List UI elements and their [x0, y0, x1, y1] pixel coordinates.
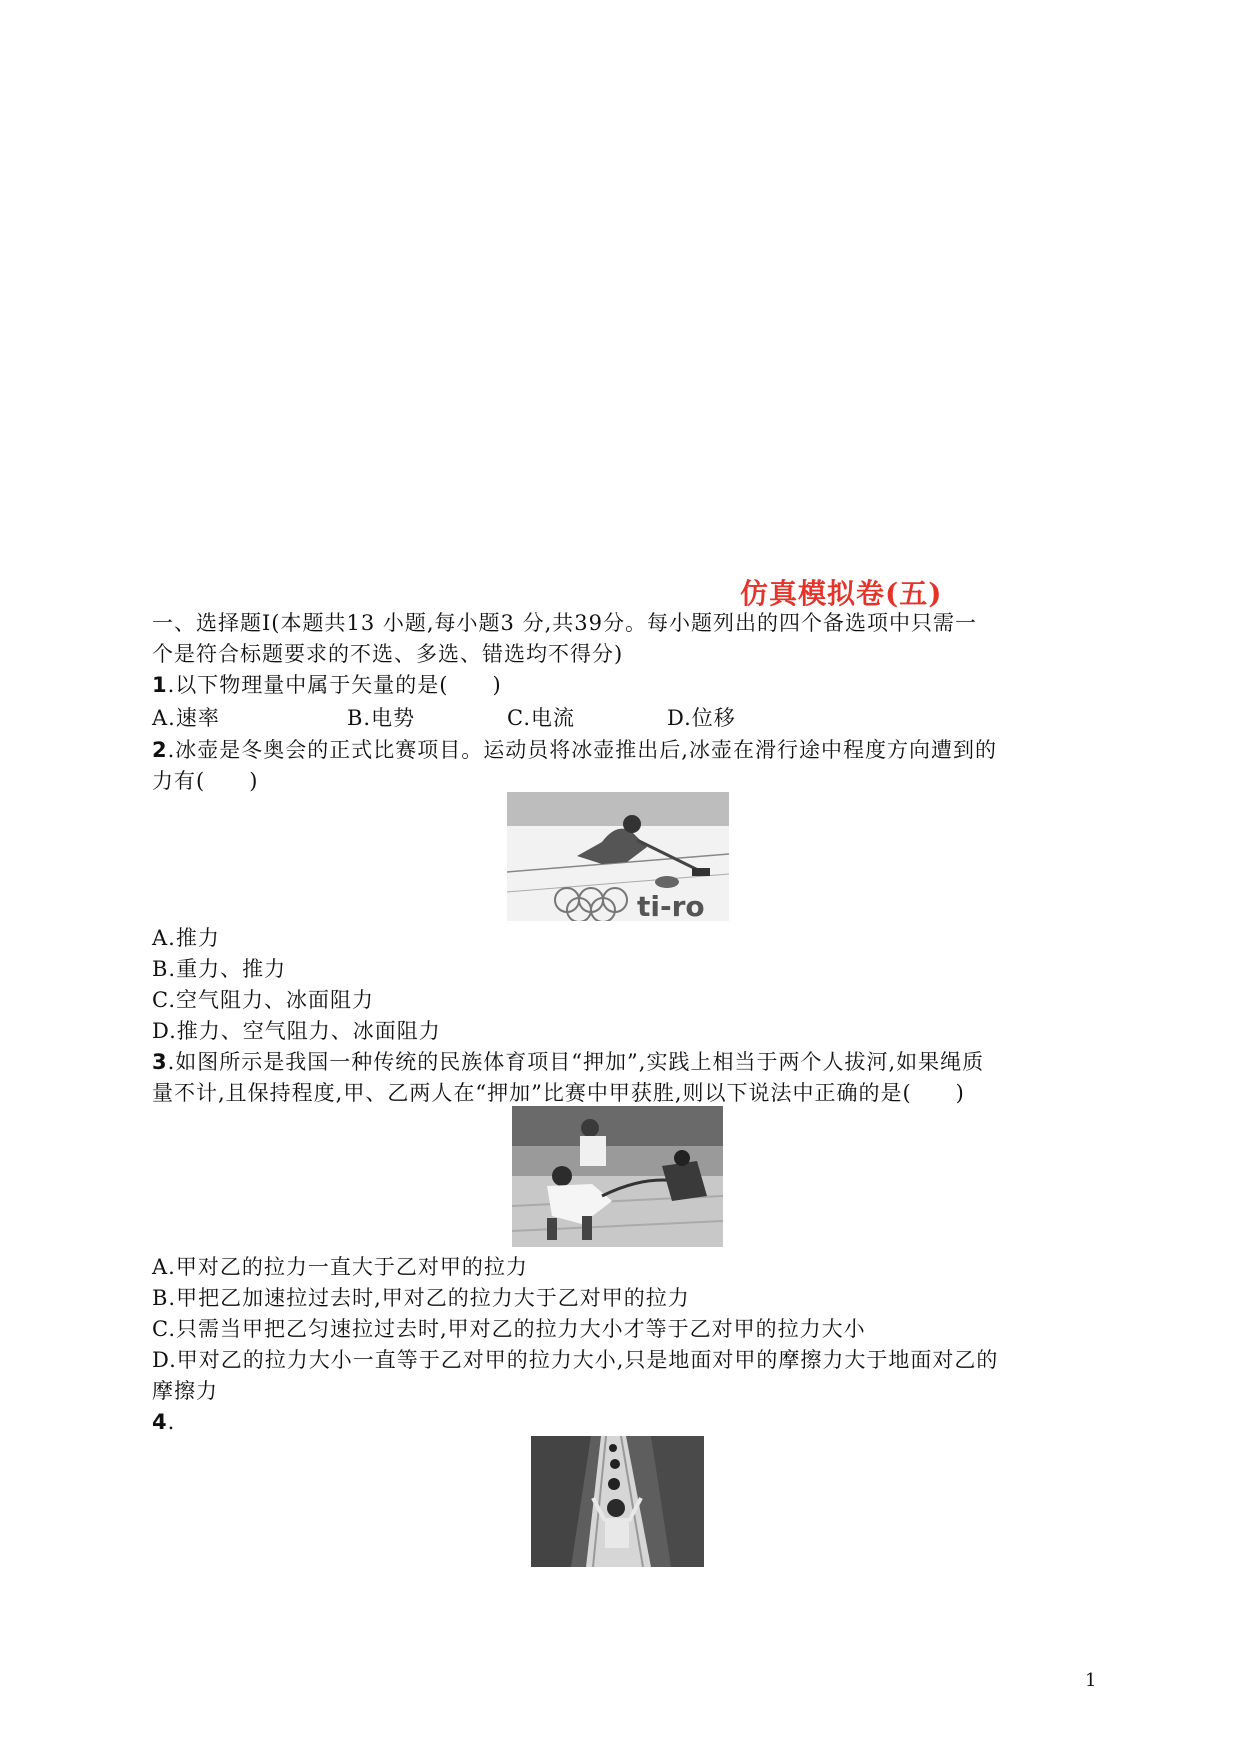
question-2-option-d: D.推力、空气阻力、冰面阻力 — [152, 1019, 441, 1043]
section-header-line-1: 一、选择题Ⅰ(本题共13 小题,每小题3 分,共39分。每小题列出的四个备选项中只需一 — [152, 611, 977, 635]
question-1-options — [152, 703, 736, 733]
question-2-option-c: C.空气阻力、冰面阻力 — [152, 988, 374, 1012]
slide-photo — [531, 1436, 704, 1567]
question-number: 2 — [152, 738, 168, 762]
curling-photo — [507, 792, 729, 921]
question-number: 1 — [152, 673, 168, 697]
question-3-option-d-continued: 摩擦力 — [152, 1379, 218, 1403]
curling-illustration — [507, 792, 729, 921]
question-2-line-1 — [152, 735, 997, 765]
option-a: A.速率 — [152, 706, 220, 730]
option-c: C.电流 — [507, 706, 575, 730]
question-3-line-1 — [152, 1047, 984, 1077]
question-text: . — [167, 1410, 176, 1434]
question-3-option-a: A.甲对乙的拉力一直大于乙对甲的拉力 — [152, 1255, 528, 1279]
page-number: 1 — [1085, 1670, 1097, 1691]
section-header-line-2: 个是符合标题要求的不选、多选、错选均不得分) — [152, 642, 624, 666]
slide-illustration — [531, 1436, 704, 1567]
option-b: B.电势 — [347, 706, 416, 730]
question-4 — [152, 1407, 175, 1437]
question-2-line-2: 力有( ) — [152, 769, 259, 793]
option-d: D.位移 — [667, 706, 736, 730]
question-number: 4 — [152, 1410, 168, 1434]
question-3-option-d: D.甲对乙的拉力大小一直等于乙对甲的拉力大小,只是地面对甲的摩擦力大于地面对乙的 — [152, 1348, 999, 1372]
tug-of-war-photo — [512, 1106, 723, 1247]
question-text: .冰壶是冬奥会的正式比赛项目。运动员将冰壶推出后,冰壶在滑行途中程度方向遭到的 — [167, 738, 997, 762]
question-1 — [152, 670, 502, 700]
question-3-option-c: C.只需当甲把乙匀速拉过去时,甲对乙的拉力大小才等于乙对甲的拉力大小 — [152, 1317, 866, 1341]
svg-text:ti-ro: ti-ro — [637, 890, 705, 921]
page-title: 仿真模拟卷(五) — [740, 577, 943, 610]
question-number: 3 — [152, 1050, 168, 1074]
question-3-option-b: B.甲把乙加速拉过去时,甲对乙的拉力大于乙对甲的拉力 — [152, 1286, 690, 1310]
question-3-line-2: 量不计,且保持程度,甲、乙两人在“押加”比赛中甲获胜,则以下说法中正确的是( ) — [152, 1081, 965, 1105]
question-text: .以下物理量中属于矢量的是( ) — [167, 673, 502, 697]
tug-of-war-illustration — [512, 1106, 723, 1247]
question-2-option-a: A.推力 — [152, 926, 220, 950]
question-text: .如图所示是我国一种传统的民族体育项目“押加”,实践上相当于两个人拔河,如果绳质 — [167, 1050, 985, 1074]
question-2-option-b: B.重力、推力 — [152, 957, 287, 981]
